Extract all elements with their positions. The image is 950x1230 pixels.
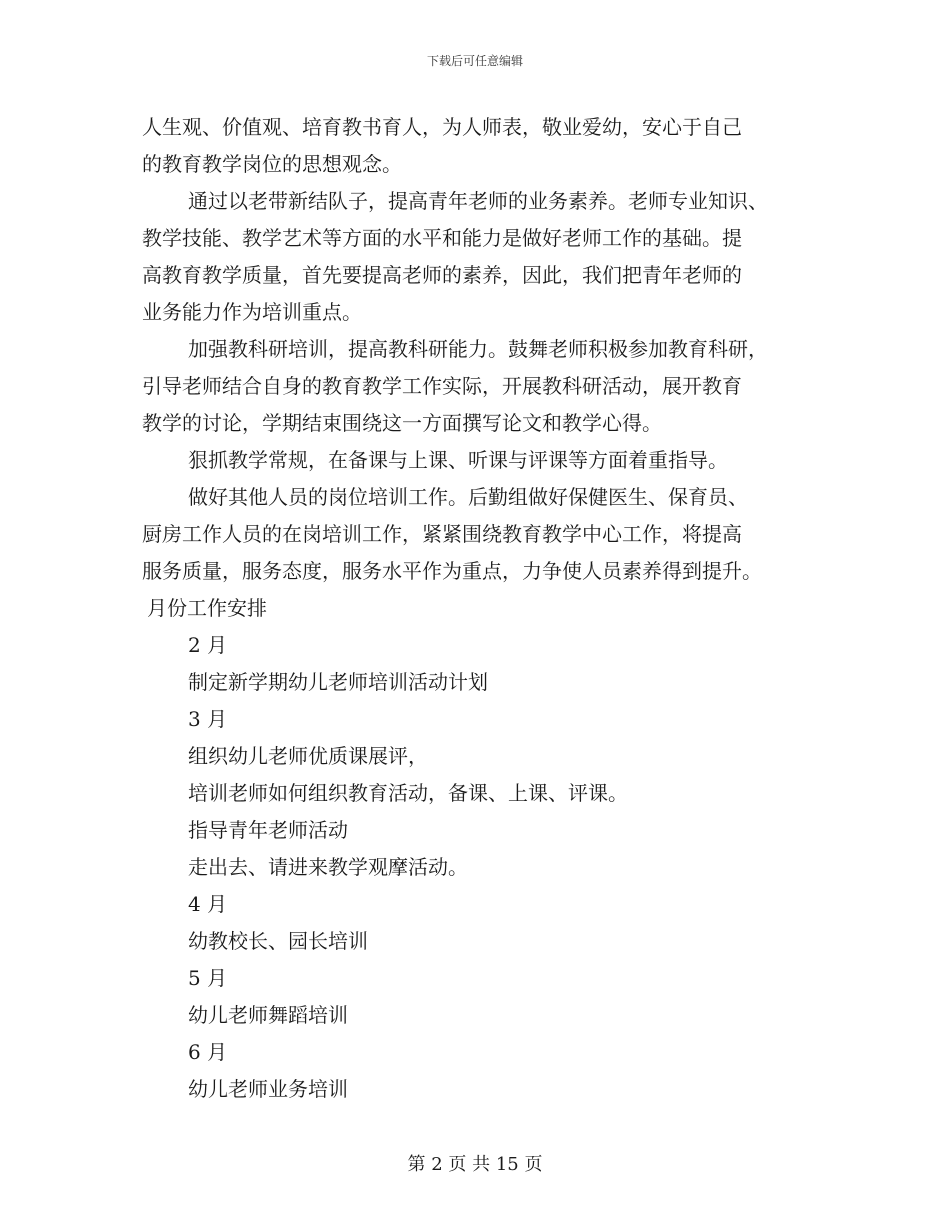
schedule-item: 走出去、请进来教学观摩活动。 <box>188 855 468 879</box>
paragraph <box>142 183 822 331</box>
schedule-month: 6 月 <box>188 1040 228 1064</box>
page-header <box>0 53 950 69</box>
schedule-item: 指导青年老师活动 <box>188 818 348 842</box>
schedule-item: 制定新学期幼儿老师培训活动计划 <box>188 670 488 694</box>
schedule-month: 2 月 <box>188 633 228 657</box>
schedule-item: 幼儿老师舞蹈培训 <box>188 1003 348 1027</box>
document-body <box>142 109 822 1108</box>
header-text: 下载后可任意编辑 <box>426 54 523 68</box>
text-line: 的教育教学岗位的思想观念。 <box>142 152 402 176</box>
paragraph <box>142 442 822 479</box>
schedule-item: 组织幼儿老师优质课展评， <box>188 744 428 768</box>
text-line: 做好其他人员的岗位培训工作。后勤组做好保健医生、保育员、 <box>188 485 748 509</box>
text-line: 教学的讨论，学期结束围绕这一方面撰写论文和教学心得。 <box>142 411 662 435</box>
text-line: 引导老师结合自身的教育教学工作实际，开展教科研活动，展开教育 <box>142 374 742 398</box>
text-line: 通过以老带新结队子，提高青年老师的业务素养。老师专业知识、 <box>188 189 768 213</box>
paragraph <box>142 109 822 183</box>
paragraph <box>142 331 822 442</box>
text-line: 厨房工作人员的在岗培训工作，紧紧围绕教育教学中心工作，将提高 <box>142 522 742 546</box>
schedule-month: 3 月 <box>188 707 228 731</box>
schedule-item: 幼儿老师业务培训 <box>188 1077 348 1101</box>
text-line: 加强教科研培训，提高教科研能力。鼓舞老师积极参加教育科研， <box>188 337 768 361</box>
schedule-section <box>142 590 822 1108</box>
text-line: 教学技能、教学艺术等方面的水平和能力是做好老师工作的基础。提 <box>142 226 742 250</box>
page-number: 第 2 页 共 15 页 <box>407 1154 543 1175</box>
page-footer <box>0 1153 950 1177</box>
text-line: 人生观、价值观、培育教书育人，为人师表，敬业爱幼，安心于自己 <box>142 115 742 139</box>
schedule-title: 月份工作安排 <box>147 596 267 620</box>
schedule-month: 5 月 <box>188 966 228 990</box>
schedule-item: 培训老师如何组织教育活动，备课、上课、评课。 <box>188 781 628 805</box>
schedule-month: 4 月 <box>188 892 228 916</box>
text-line: 狠抓教学常规，在备课与上课、听课与评课等方面着重指导。 <box>188 448 728 472</box>
text-line: 服务质量，服务态度，服务水平作为重点，力争使人员素养得到提升。 <box>142 559 762 583</box>
paragraph <box>142 479 822 590</box>
text-line: 业务能力作为培训重点。 <box>142 300 362 324</box>
schedule-item: 幼教校长、园长培训 <box>188 929 368 953</box>
text-line: 高教育教学质量，首先要提高老师的素养，因此，我们把青年老师的 <box>142 263 742 287</box>
